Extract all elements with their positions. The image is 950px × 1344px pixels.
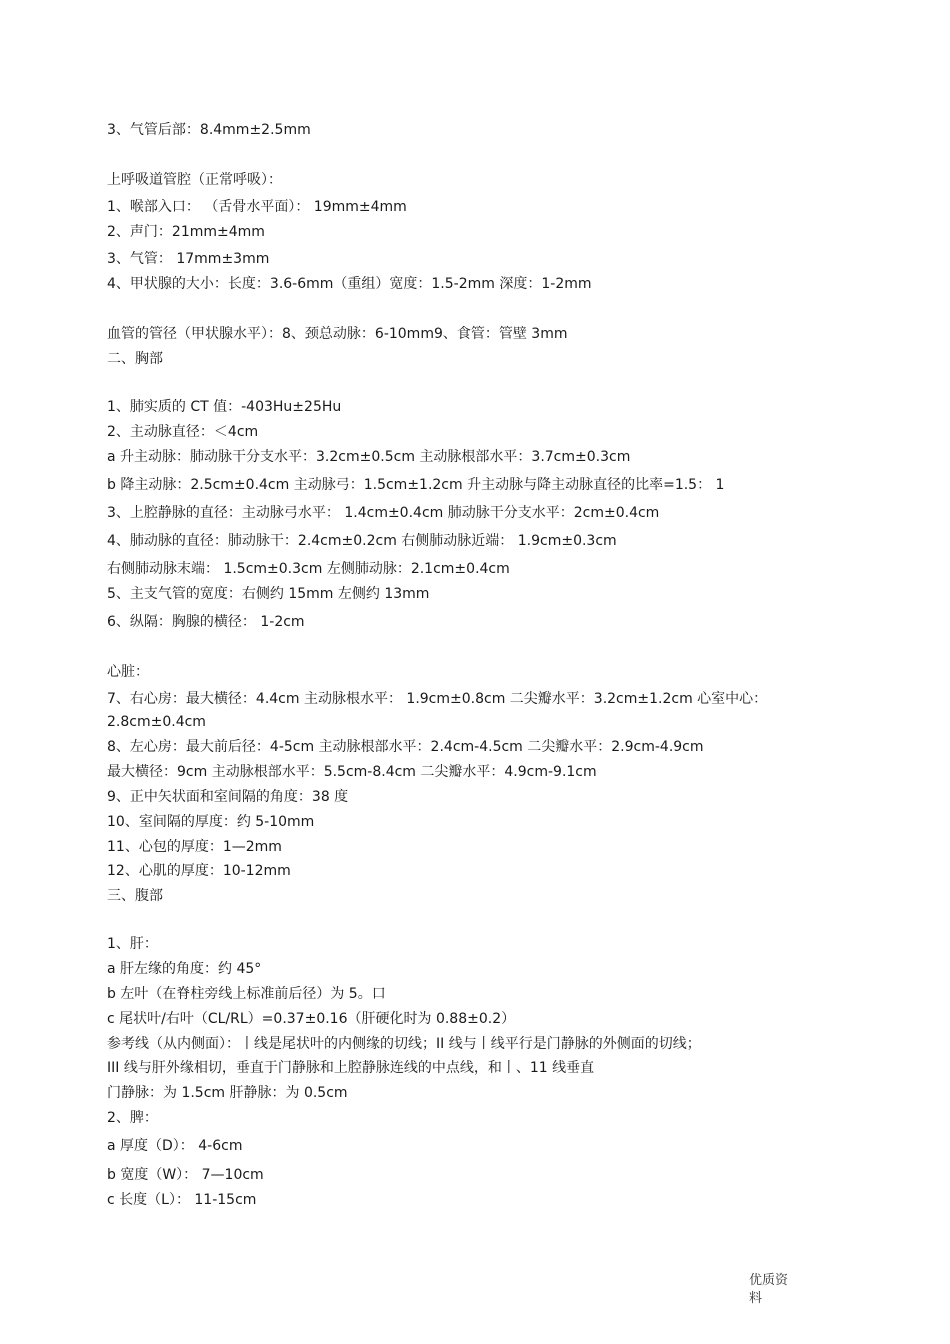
text-line: 3、上腔静脉的直径：主动脉弓水平： 1.4cm±0.4cm 肺动脉干分支水平：2cm±0.4cm [107, 505, 660, 521]
text-line: a 升主动脉：肺动脉干分支水平：3.2cm±0.5cm 主动脉根部水平：3.7cm±0.3cm [107, 449, 631, 465]
text-line: 3、气管： 17mm±3mm [107, 251, 270, 267]
text-line: 12、心肌的厚度：10-12mm [107, 863, 291, 879]
text-line: 最大横径：9cm 主动脉根部水平：5.5cm-8.4cm 二尖瓣水平：4.9cm-9.1cm [107, 764, 597, 780]
text-line: 11、心包的厚度：1—2mm [107, 839, 282, 855]
section-heading: 心脏： [107, 664, 149, 680]
text-line: 门静脉：为 1.5cm 肝静脉：为 0.5cm [107, 1085, 348, 1101]
page-footer-label: 优质资料 [749, 1273, 789, 1306]
text-line: 4、甲状腺的大小：长度：3.6-6mm（重组）宽度：1.5-2mm 深度：1-2mm [107, 276, 592, 292]
text-line: 1、喉部入口： （舌骨水平面）： 19mm±4mm [107, 199, 407, 215]
text-line: 4、肺动脉的直径：肺动脉干：2.4cm±0.2cm 右侧肺动脉近端： 1.9cm±0.3cm [107, 533, 617, 549]
text-line: 2、脾： [107, 1110, 158, 1126]
text-line: b 降主动脉：2.5cm±0.4cm 主动脉弓：1.5cm±1.2cm 升主动脉与降主动脉直径的比率=1.5： 1 [107, 477, 725, 493]
text-line: 9、正中矢状面和室间隔的角度：38 度 [107, 789, 349, 805]
text-line: 10、室间隔的厚度：约 5-10mm [107, 814, 315, 830]
text-line: 7、右心房：最大横径：4.4cm 主动脉根水平： 1.9cm±0.8cm 二尖瓣水平：3.2cm±1.2cm 心室中心： [107, 691, 768, 707]
section-heading: 二、胸部 [107, 351, 163, 367]
text-line: 8、左心房：最大前后径：4-5cm 主动脉根部水平：2.4cm-4.5cm 二尖瓣水平：2.9cm-4.9cm [107, 739, 704, 755]
text-line: 3、气管后部：8.4mm±2.5mm [107, 122, 311, 138]
text-line: a 厚度（D）： 4-6cm [107, 1138, 243, 1154]
text-line: 2.8cm±0.4cm [107, 714, 206, 730]
text-line: 参考线（从内侧面）：丨线是尾状叶的内侧缘的切线；II 线与丨线平行是门静脉的外侧面的切线； [107, 1036, 701, 1052]
text-line: 5、主支气管的宽度：右侧约 15mm 左侧约 13mm [107, 586, 430, 602]
text-line: 右侧肺动脉末端： 1.5cm±0.3cm 左侧肺动脉：2.1cm±0.4cm [107, 561, 510, 577]
text-line: 6、纵隔：胸腺的横径： 1-2cm [107, 614, 305, 630]
text-line: 2、主动脉直径：＜4cm [107, 424, 259, 440]
text-line: 1、肺实质的 CT 值：-403Hu±25Hu [107, 399, 342, 415]
text-line: b 宽度（W）： 7—10cm [107, 1167, 264, 1183]
text-line: c 尾状叶/右叶（CL/RL）=0.37±0.16（肝硬化时为 0.88±0.2） [107, 1011, 516, 1027]
text-line: 血管的管径（甲状腺水平）：8、颈总动脉：6-10mm9、食管：管壁 3mm [107, 326, 568, 342]
text-line: c 长度（L）： 11-15cm [107, 1192, 257, 1208]
text-line: III 线与肝外缘相切，垂直于门静脉和上腔静脉连线的中点线，和丨、11 线垂直 [107, 1060, 595, 1076]
text-line: b 左叶（在脊柱旁线上标准前后径）为 5。口 [107, 986, 386, 1002]
text-line: 1、肝： [107, 936, 158, 952]
section-heading: 上呼吸道管腔（正常呼吸）： [107, 172, 282, 188]
text-line: 2、声门：21mm±4mm [107, 224, 265, 240]
section-heading: 三、腹部 [107, 888, 163, 904]
text-line: a 肝左缘的角度：约 45° [107, 961, 262, 977]
